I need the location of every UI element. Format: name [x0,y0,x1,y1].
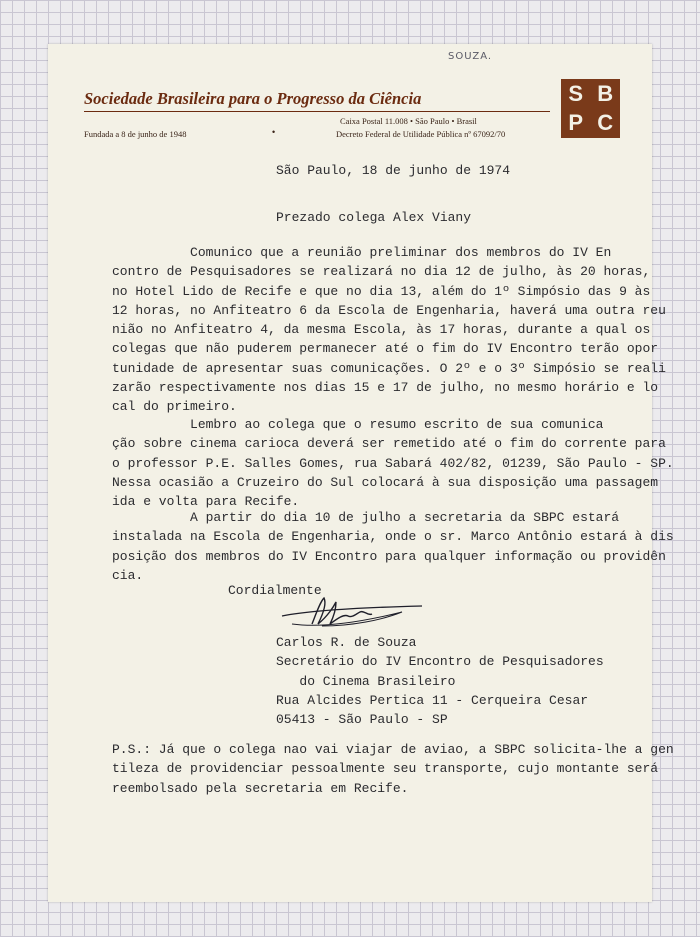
paragraph-3: A partir do dia 10 de julho a secretaria da SBPC estará instalada na Escola de Engenharia, onde o sr. Marco Antônio estará à dis posição dos membros do IV Encontro para qualquer informação ou providên cia. [112,510,674,583]
postscript: P.S.: Já que o colega nao vai viajar de aviao, a SBPC solicita-lhe a gen tileza de providenciar pessoalmente seu transporte, cujo montante será reembolsado pela secretaria em Recife. [112,742,674,796]
logo-letter: P [568,110,584,136]
handwritten-note: SOUZA. [448,51,493,62]
greeting: Prezado colega Alex Viany [276,210,472,225]
separator-dot: • [272,127,276,137]
logo-letter: B [597,80,614,106]
handwritten-signature [272,594,432,634]
letterhead-rule [84,111,550,112]
sbpc-logo [561,79,620,138]
closing: Cordialmente [228,583,322,598]
founded-date: Fundada a 8 de junho de 1948 [84,129,187,139]
paragraph-2: Lembro ao colega que o resumo escrito de sua comunica ção sobre cinema carioca deverá ser remetido até o fim do corrente para o professor P.E. Salles Gomes, rua Sabará 402/82, 01239, São Paulo - SP. Nessa ocasião a Cruzeiro do Sul colocará à sua disposição uma passagem ida e volta para Recife. [112,417,674,510]
logo-letter: S [568,80,584,106]
decree-line: Decreto Federal de Utilidade Pública nº 67092/70 [336,129,506,139]
society-name: Sociedade Brasileira para o Progresso da Ciência [84,89,422,108]
signature-block: Carlos R. de Souza Secretário do IV Encontro de Pesquisadores do Cinema Brasileiro Rua Alcides Pertica 11 - Cerqueira Cesar 05413 - São Paulo - SP [276,635,604,728]
letter-date: São Paulo, 18 de junho de 1974 [276,163,511,178]
paragraph-1: Comunico que a reunião preliminar dos membros do IV En contro de Pesquisadores se realizará no dia 12 de julho, às 20 horas, no Hotel Lido de Recife e que no dia 13, além do 1º Simpósio das 9 às 12 horas, no Anfiteatro 6 da Escola de Engenharia, haverá uma outra reu nião no Anfiteatro 4, da mesma Escola, às 17 horas, durante a qual os colegas que não puderem permanecer até o fim do IV Encontro terão opor tunidade de apresentar suas comunicações. O 2º e o 3º Simpósio se reali zarão respectivamente nos dias 15 e 17 de julho, no mesmo horário e lo cal do primeiro. [112,245,666,415]
address-line: Caixa Postal 11.008 • São Paulo • Brasil [340,116,477,126]
logo-letter: C [597,110,614,136]
